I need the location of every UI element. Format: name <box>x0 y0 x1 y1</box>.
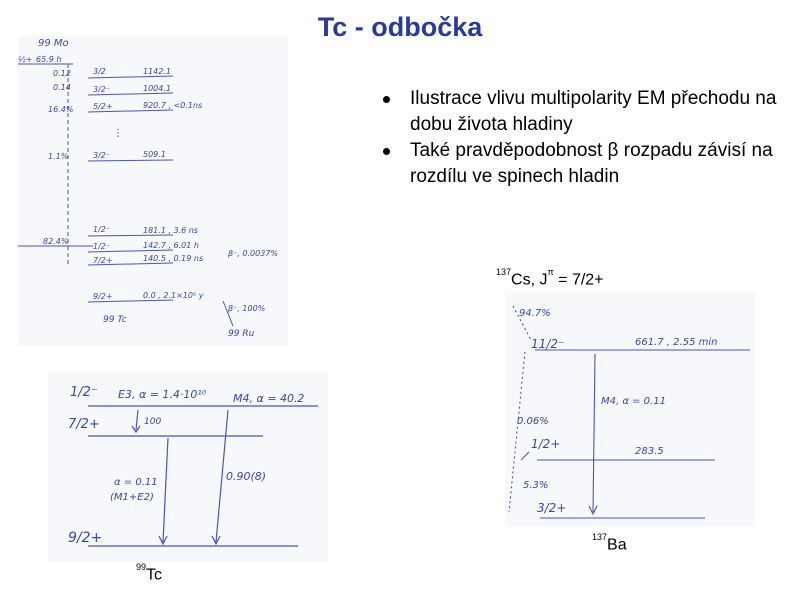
mo-final-beta: β⁻, 100% <box>228 304 266 313</box>
bullet-item <box>380 86 780 138</box>
level-energy: 142.7 , 6.01 h <box>143 241 199 250</box>
level-energy: 509.1 <box>143 150 166 159</box>
mo-final-label: 99 Ru <box>228 329 255 339</box>
tc-top-spin: 1/2⁻ <box>70 385 98 400</box>
tc-bottom-spin: 9/2+ <box>68 530 103 546</box>
cs-pct-mid: 0.06% <box>517 416 549 427</box>
tc-m4-label: M4, α = 40.2 <box>233 392 305 405</box>
mo-beta-label: β⁻, 0.0037% <box>228 249 279 258</box>
cs-m4-label: M4, α = 0.11 <box>601 396 666 407</box>
cs-top-spin: 11/2⁻ <box>531 337 565 351</box>
level-pct: 1.1% <box>48 152 69 161</box>
level-spin: 5/2+ <box>93 102 113 111</box>
level-spin: 3/2⁻ <box>93 85 111 94</box>
tc-pct-100: 100 <box>144 417 162 427</box>
cs-pct-bot: 5.3% <box>523 480 549 491</box>
cs-caption: $^{137}$Cs, $J^\pi = 7/2+$ <box>496 267 604 289</box>
level-energy: 140.5 , 0.19 ns <box>143 254 204 263</box>
level-spin: 7/2+ <box>93 256 113 265</box>
bullet-dot-icon <box>383 148 390 155</box>
cs-bot-spin: 3/2+ <box>537 501 567 515</box>
level-energy: 920.7 , <0.1ns <box>143 101 203 110</box>
level-energy: 181.1 , 3.6 ns <box>143 226 199 235</box>
level-pct: 0.14 <box>53 83 71 92</box>
tc-mid-spin: 7/2+ <box>68 417 100 432</box>
level-pct: 0.12 <box>53 69 71 78</box>
cs-mid-spin: 1/2+ <box>531 437 561 451</box>
level-pct: 82.4% <box>43 237 69 246</box>
tc99-transition-sketch <box>48 372 328 562</box>
cs-mid-energy: 283.5 <box>635 446 664 457</box>
bullet-list <box>380 86 780 190</box>
tc-caption: $^{99}$Tc <box>136 562 163 584</box>
bullet-text: Také pravděpodobnost β rozpadu závisí na rozdílu ve spinech hladin <box>410 140 773 187</box>
ba-caption: $^{137}$Ba <box>592 532 627 554</box>
tc-alpha-left: α = 0.11 <box>114 477 158 488</box>
slide-title: Tc - odbočka <box>317 12 483 42</box>
mo-parent-pct: 65.9 h <box>36 55 62 64</box>
tc-alpha-right: 0.90(8) <box>226 470 267 483</box>
level-pct: 16.4% <box>48 105 74 114</box>
cs137-decay-sketch <box>505 292 755 527</box>
bullet-item <box>380 138 780 190</box>
tc-e3-label: E3, α = 1.4·10¹⁰ <box>118 388 207 401</box>
level-spin: 3/2 <box>93 67 106 76</box>
mo-parent-spin: ½+ <box>18 55 33 64</box>
level-spin: 9/2+ <box>93 292 113 301</box>
tc-alpha-left2: (M1+E2) <box>110 492 154 503</box>
level-energy: 0.0 , 2.1×10⁵ y <box>143 291 204 300</box>
mo99-decay-sketch <box>18 36 288 346</box>
cs-pct-top: 94.7% <box>519 308 551 319</box>
bullet-dot-icon <box>383 96 390 103</box>
mo-daughter-label: 99 Tc <box>103 315 127 325</box>
mo-parent-label: 99 Mo <box>38 38 69 49</box>
level-spin: 1/2⁻ <box>93 225 111 234</box>
level-spin: 3/2⁻ <box>93 151 111 160</box>
svg-text:⋮: ⋮ <box>113 128 123 139</box>
bullet-text: Ilustrace vlivu multipolarity EM přechodu na dobu života hladiny <box>410 88 777 135</box>
cs-top-energy: 661.7 , 2.55 min <box>635 337 718 348</box>
level-energy: 1004.1 <box>143 84 171 93</box>
level-spin: 1/2⁻ <box>93 242 111 251</box>
level-energy: 1142.1 <box>143 67 171 76</box>
